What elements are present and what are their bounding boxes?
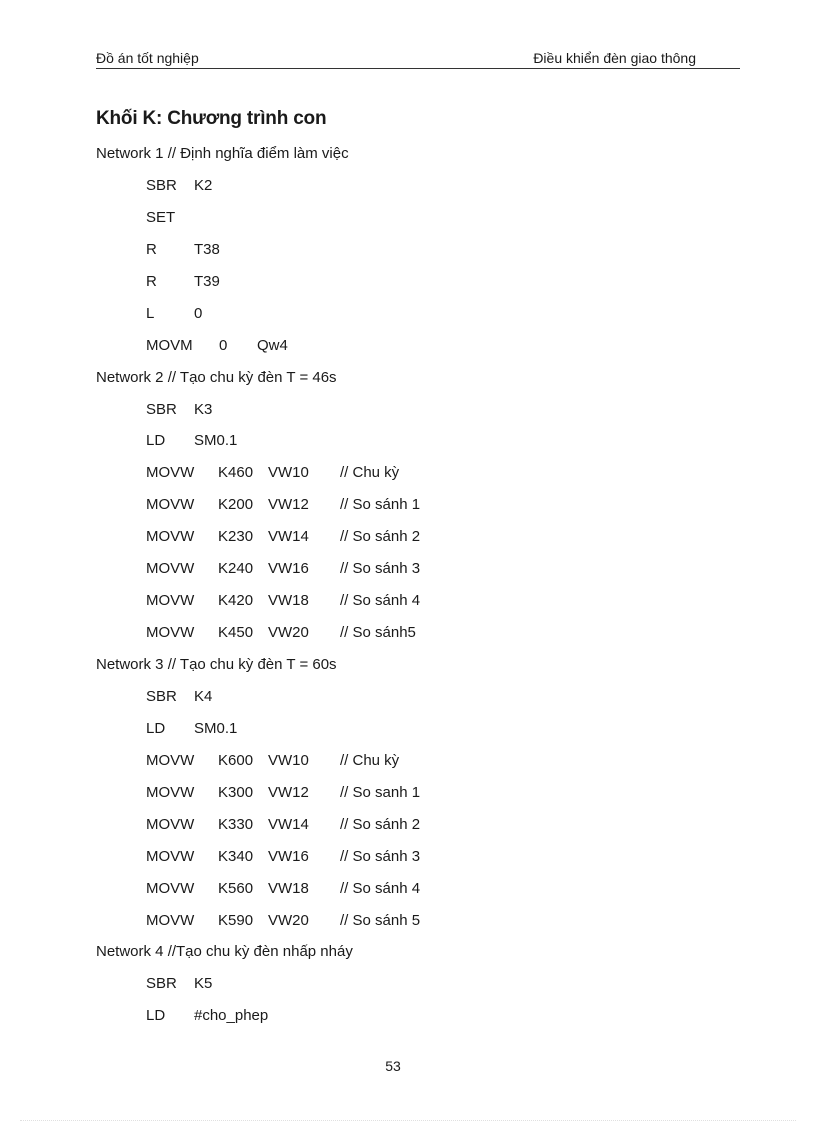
operand: K200 xyxy=(218,496,254,514)
operand: K300 xyxy=(218,783,254,801)
instruction: MOVW xyxy=(146,879,195,897)
code-line xyxy=(96,876,736,908)
code-line xyxy=(96,908,736,940)
operand: K230 xyxy=(218,528,254,546)
code-line xyxy=(96,524,736,556)
instruction: LD xyxy=(146,1007,166,1025)
operand: 0 xyxy=(194,304,203,322)
code-line xyxy=(96,844,736,876)
comment: // So sánh 2 xyxy=(340,528,421,546)
operand: VW20 xyxy=(268,911,309,929)
operand: K5 xyxy=(194,975,213,993)
operand: K330 xyxy=(218,815,254,833)
operand: VW14 xyxy=(268,815,309,833)
code-line xyxy=(96,716,736,748)
code-line xyxy=(96,492,736,524)
operand: K4 xyxy=(194,687,213,705)
operand: K240 xyxy=(218,560,254,578)
network-2-title: Network 2 // Tạo chu kỳ đèn T = 46s xyxy=(96,368,337,386)
operand: K460 xyxy=(218,464,254,482)
header-right-text: Điều khiển đèn giao thông xyxy=(533,50,696,66)
code-line xyxy=(96,397,736,429)
operand: K560 xyxy=(218,879,254,897)
instruction: L xyxy=(146,304,155,322)
instruction: MOVW xyxy=(146,592,195,610)
instruction: R xyxy=(146,240,157,258)
code-line xyxy=(96,428,736,460)
network-4-title: Network 4 //Tạo chu kỳ đèn nhấp nháy xyxy=(96,943,353,961)
operand: VW18 xyxy=(268,592,309,610)
header-left-text: Đồ án tốt nghiệp xyxy=(96,50,199,66)
operand: K2 xyxy=(194,176,213,194)
operand: SM0.1 xyxy=(194,432,238,450)
network-3-title: Network 3 // Tạo chu kỳ đèn T = 60s xyxy=(96,656,337,673)
operand: VW18 xyxy=(268,879,309,897)
instruction: MOVW xyxy=(146,911,195,929)
code-line xyxy=(96,588,736,620)
code-line xyxy=(96,1003,736,1035)
code-line xyxy=(96,620,736,652)
instruction: MOVW xyxy=(146,528,195,546)
operand: VW16 xyxy=(268,560,309,578)
code-line xyxy=(96,971,736,1003)
operand: VW12 xyxy=(268,496,309,514)
operand: K590 xyxy=(218,911,254,929)
operand: 0 xyxy=(219,336,228,354)
comment: // So sánh 4 xyxy=(340,592,421,610)
network-1-title: Network 1 // Định nghĩa điểm làm việc xyxy=(96,145,349,162)
operand: VW12 xyxy=(268,783,309,801)
instruction: MOVW xyxy=(146,847,195,865)
comment: // So sánh 3 xyxy=(340,847,421,865)
code-line xyxy=(96,460,736,492)
instruction: MOVW xyxy=(146,751,195,769)
section-title: Khối K: Chương trình con xyxy=(96,108,327,129)
operand: Qw4 xyxy=(257,336,288,354)
footer-divider xyxy=(20,1120,796,1121)
code-line xyxy=(96,269,736,301)
comment: // Chu kỳ xyxy=(340,751,400,769)
instruction: MOVM xyxy=(146,336,193,354)
operand: T39 xyxy=(194,272,220,290)
operand: K420 xyxy=(218,592,254,610)
operand: VW14 xyxy=(268,528,309,546)
comment: // So sánh 3 xyxy=(340,560,421,578)
instruction: MOVW xyxy=(146,560,195,578)
operand: K340 xyxy=(218,847,254,865)
code-line xyxy=(96,333,736,365)
code-line xyxy=(96,173,736,205)
instruction: MOVW xyxy=(146,815,195,833)
instruction: R xyxy=(146,272,157,290)
code-line xyxy=(96,684,736,716)
comment: // So sánh 1 xyxy=(340,496,421,514)
instruction: SBR xyxy=(146,975,177,993)
code-line xyxy=(96,237,736,269)
instruction: SBR xyxy=(146,176,177,194)
code-line xyxy=(96,556,736,588)
operand: T38 xyxy=(194,240,220,258)
code-line xyxy=(96,780,736,812)
operand: VW16 xyxy=(268,847,309,865)
instruction: SBR xyxy=(146,400,177,418)
instruction: LD xyxy=(146,432,166,450)
comment: // So sánh5 xyxy=(340,624,416,642)
instruction: SBR xyxy=(146,687,177,705)
instruction: MOVW xyxy=(146,464,195,482)
instruction: MOVW xyxy=(146,624,195,642)
operand: VW10 xyxy=(268,751,309,769)
code-line xyxy=(96,301,736,333)
instruction: MOVW xyxy=(146,496,195,514)
code-line xyxy=(96,748,736,780)
operand: K600 xyxy=(218,751,254,769)
instruction: LD xyxy=(146,719,166,737)
comment: // So sánh 5 xyxy=(340,911,421,929)
page-number: 53 xyxy=(385,1058,401,1074)
operand: K3 xyxy=(194,400,213,418)
code-line xyxy=(96,812,736,844)
operand: SM0.1 xyxy=(194,719,238,737)
comment: // So sánh 4 xyxy=(340,879,421,897)
instruction: SET xyxy=(146,208,176,226)
instruction: MOVW xyxy=(146,783,195,801)
operand: #cho_phep xyxy=(194,1007,269,1025)
page-header xyxy=(96,50,740,69)
code-line xyxy=(96,205,736,237)
comment: // So sanh 1 xyxy=(340,783,421,801)
operand: VW10 xyxy=(268,464,309,482)
code-listing xyxy=(96,141,736,1035)
operand: K450 xyxy=(218,624,254,642)
comment: // So sánh 2 xyxy=(340,815,421,833)
comment: // Chu kỳ xyxy=(340,464,400,482)
operand: VW20 xyxy=(268,624,309,642)
